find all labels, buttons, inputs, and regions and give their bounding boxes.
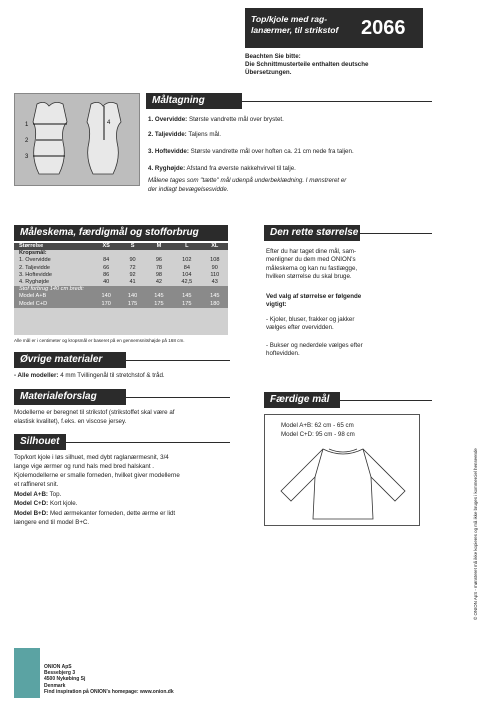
materiale-line-2: elastisk kvalitet), f.eks. en viscose jersey. xyxy=(14,418,127,425)
size-s: S xyxy=(130,243,135,249)
finished-measure-box xyxy=(264,414,420,526)
footer-street: Bessebjerg 3 xyxy=(44,670,76,677)
silhouet-line-2: lange vige ærmer og rund hals med bred halskant . xyxy=(14,463,154,470)
section-heading-maleskema: Måleskema, færdigmål og stofforbrug xyxy=(14,225,228,241)
rette-p2: Ved valg af størrelse er følgende vigtigt: xyxy=(266,293,362,309)
body-figure-frame xyxy=(14,93,140,186)
divider xyxy=(126,397,230,398)
svg-text:4: 4 xyxy=(107,120,111,126)
section-heading-silhouet: Silhouet xyxy=(14,434,66,450)
title-line-2: lanærmer, til strikstof xyxy=(251,25,339,35)
section-heading-materialeforslag: Materialeforslag xyxy=(14,389,126,405)
divider xyxy=(66,442,230,443)
german-note-2: Die Schnittmusterteile enthalten deutsche xyxy=(245,61,369,68)
materiale-line-1: Modellerne er beregnet til strikstof (strikstoffet skal være af xyxy=(14,409,175,416)
table-row: 4. Ryghøjde 40 41 42 42,5 43 xyxy=(19,279,218,286)
silhouet-line-1: Top/kort kjole i løs silhuet, med dybt raglanærmesnit, 3/4 xyxy=(14,454,169,461)
svg-text:3: 3 xyxy=(25,154,29,160)
table-row: 2. Taljevidde 66 72 78 84 90 xyxy=(19,264,218,271)
stof-label: Stof forbrug 140 cm bredt: xyxy=(19,286,84,293)
finished-line-1: Model A+B: 62 cm - 65 cm xyxy=(281,422,354,429)
silhouet-model-2: Model C+D: Kort kjole. xyxy=(14,500,78,507)
copyright-vertical: © ONION ApS - mønsteret må ikke kopieres og må ikke bruges i kommerciel henseende xyxy=(473,448,478,620)
section-heading-maltagning: Måltagning xyxy=(146,93,242,109)
divider xyxy=(340,400,432,401)
footer-company: ONION ApS xyxy=(44,664,72,670)
pattern-number: 2066 xyxy=(361,17,406,39)
section-heading-faerdige: Færdige mål xyxy=(264,392,340,408)
german-note-3: Übersetzungen. xyxy=(245,69,292,76)
finished-line-2: Model C+D: 95 cm - 98 cm xyxy=(281,431,355,438)
measure-item-3: 3. Hoftevidde: Største vandrette mål over hoften ca. 21 cm nede fra taljen. xyxy=(148,148,354,155)
silhouet-model-1: Model A+B: Top. xyxy=(14,491,62,498)
table-row: Model A+B 140 140 145 145 145 xyxy=(14,293,228,300)
section-heading-ovrige: Øvrige materialer xyxy=(14,352,126,368)
silhouet-model-3-cont: længere end til model B+C. xyxy=(14,519,90,526)
table-row: 3. Hoftevidde 86 92 98 104 110 xyxy=(19,271,220,278)
svg-text:2: 2 xyxy=(25,138,29,144)
size-m: M xyxy=(156,243,162,249)
table-row: Model C+D 170 175 175 175 180 xyxy=(14,301,228,308)
ovrige-text: - Alle modeller: 4 mm Tvillingenål til stretchstof & tråd. xyxy=(14,372,165,379)
measure-item-1: 1. Overvidde: Største vandrette mål over brystet. xyxy=(148,116,284,123)
measure-item-4: 4. Ryghøjde: Afstand fra øverste nakkehvirvel til talje. xyxy=(148,165,296,172)
divider xyxy=(126,360,230,361)
title-banner xyxy=(245,8,423,48)
footer-city: 4500 Nykøbing Sj xyxy=(44,676,86,683)
measure-note-1: Målene tages som "tætte" mål udenpå underbeklædning. I mønstreret er xyxy=(148,177,347,184)
table-row: 1. Overvidde 84 90 96 102 108 xyxy=(19,257,220,264)
section-heading-rette: Den rette størrelse xyxy=(264,225,360,241)
garment-flat-illustration xyxy=(271,441,415,525)
footer-color-bar xyxy=(14,648,40,698)
silhouet-line-4: et raffineret snit. xyxy=(14,481,59,488)
measure-note-2: der indlagt bevægelsesvidde. xyxy=(148,186,229,193)
size-xs: XS xyxy=(102,243,110,249)
size-l: L xyxy=(185,243,189,249)
body-measurement-illustration xyxy=(15,94,139,185)
silhouet-line-3: Kjolemodellerne er smalle forneden, hvilket giver modellerne xyxy=(14,472,180,479)
svg-text:1: 1 xyxy=(25,122,29,128)
measure-item-2: 2. Taljevidde: Taljens mål. xyxy=(148,131,222,138)
german-note-1: Beachten Sie bitte: xyxy=(245,53,301,60)
title-line-1: Top/kjole med rag- xyxy=(251,14,328,24)
rette-p1: Efter du har taget dine mål, sam- menligner du dem med ONION's måleskema og kan nu fastlægge, hvilken størrelse du skal bruge. xyxy=(266,248,358,281)
rette-p4: - Bukser og nederdele vælges efter hoftevidden. xyxy=(266,342,363,358)
kropsmal-label: Kropsmål: xyxy=(19,250,47,257)
footer-country: Denmark xyxy=(44,682,66,689)
size-xl: XL xyxy=(211,243,219,249)
size-col-header: Størrelse xyxy=(19,243,44,249)
size-table xyxy=(14,243,228,335)
footer-address xyxy=(44,664,174,695)
divider xyxy=(242,101,432,102)
rette-p3: - Kjoler, bluser, frakker og jakker vælges efter overvidden. xyxy=(266,316,355,332)
table-footnote: Alle mål er i centimeter og kropsmål er baseret på en gennemsnitshøjde på 168 cm. xyxy=(14,338,185,343)
footer-inspiration: Find inspiration på ONION's homepage: www.onion.dk xyxy=(44,688,174,695)
divider xyxy=(360,233,432,234)
silhouet-model-3: Model B+D: Med ærmekanter forneden, dette ærme er lidt xyxy=(14,510,176,517)
